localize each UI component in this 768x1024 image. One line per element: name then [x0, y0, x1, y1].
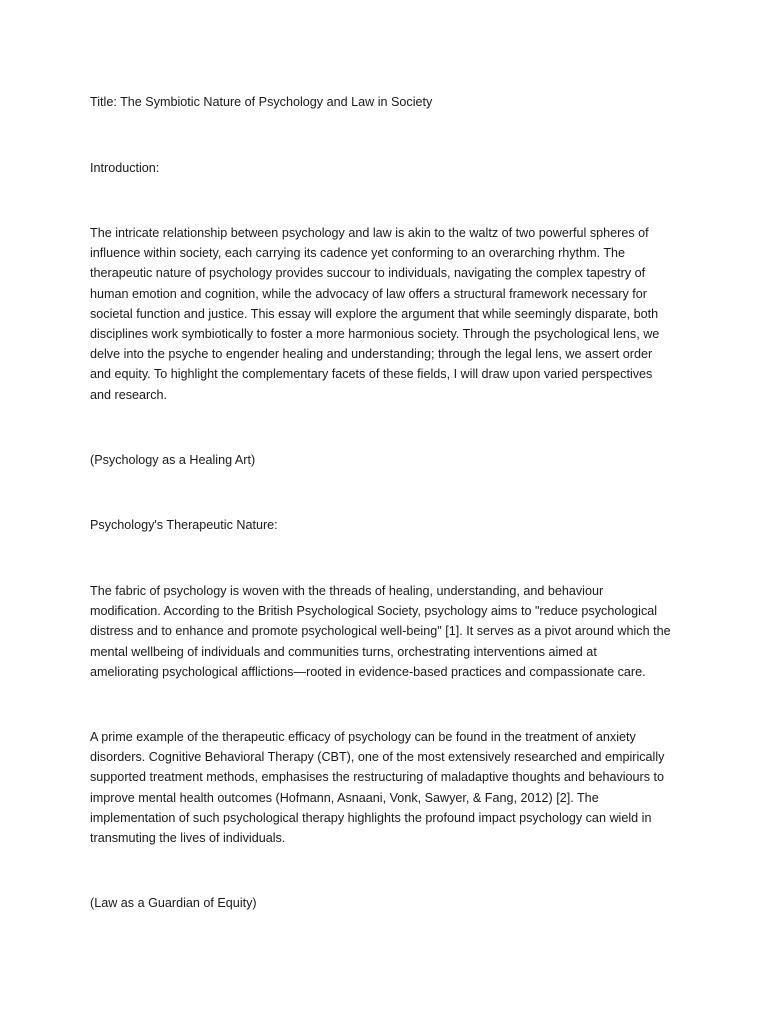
paragraph-line: transmuting the lives of individuals.	[90, 830, 286, 845]
paragraph-line: supported treatment methods, emphasises the restructuring of maladaptive thoughts and behaviours to	[90, 770, 665, 785]
paragraph-line: A prime example of the therapeutic efficacy of psychology can be found in the treatment of anxiety	[90, 730, 636, 744]
subheading-therapeutic-nature: Psychology's Therapeutic Nature:	[90, 518, 278, 532]
paragraph-fabric-of-psychology	[90, 581, 690, 682]
paragraph-line: and equity. To highlight the complementary facets of these fields, I will draw upon varied perspectives	[90, 367, 653, 382]
paragraph-line: modification. According to the British Psychological Society, psychology aims to "reduce psychological	[90, 604, 658, 619]
paragraph-line: The fabric of psychology is woven with the threads of healing, understanding, and behaviour	[90, 584, 604, 598]
paragraph-line: distress and to enhance and promote psychological well-being" [1]. It serves as a pivot around which the	[90, 624, 671, 639]
section-heading-law: (Law as a Guardian of Equity)	[90, 896, 257, 910]
paragraph-line: disorders. Cognitive Behavioral Therapy (CBT), one of the most extensively researched and empirically	[90, 750, 665, 765]
paragraph-line: influence within society, each carrying its cadence yet conforming to an overarching rhythm. The	[90, 246, 626, 261]
paragraph-cbt-example	[90, 727, 690, 848]
paragraph-line: mental wellbeing of individuals and communities turns, orchestrating interventions aimed at	[90, 644, 597, 659]
section-heading-psychology: (Psychology as a Healing Art)	[90, 453, 256, 467]
paragraph-line: The intricate relationship between psychology and law is akin to the waltz of two powerful spheres of	[90, 226, 649, 240]
paragraph-line: and research.	[90, 387, 168, 402]
paragraph-line: therapeutic nature of psychology provides succour to individuals, navigating the complex tapestry of	[90, 266, 646, 281]
paragraph-line: delve into the psyche to engender healing and understanding; through the legal lens, we assert order	[90, 347, 653, 362]
paragraph-line: human emotion and cognition, while the advocacy of law offers a structural framework necessary for	[90, 286, 647, 301]
paragraph-line: implementation of such psychological therapy highlights the profound impact psychology can wield in	[90, 810, 652, 825]
intro-heading: Introduction:	[90, 161, 160, 175]
paragraph-line: improve mental health outcomes (Hofmann, Asnaani, Vonk, Sawyer, & Fang, 2012) [2]. The	[90, 790, 599, 805]
paragraph-line: disciplines work symbiotically to foster a more harmonious society. Through the psychological lens, we	[90, 326, 660, 341]
document-title: Title: The Symbiotic Nature of Psychology and Law in Society	[90, 95, 433, 109]
paragraph-line: societal function and justice. This essay will explore the argument that while seemingly disparate, both	[90, 306, 659, 321]
intro-paragraph	[90, 223, 690, 405]
paragraph-line: ameliorating psychological afflictions—rooted in evidence-based practices and compassionate care.	[90, 664, 646, 679]
